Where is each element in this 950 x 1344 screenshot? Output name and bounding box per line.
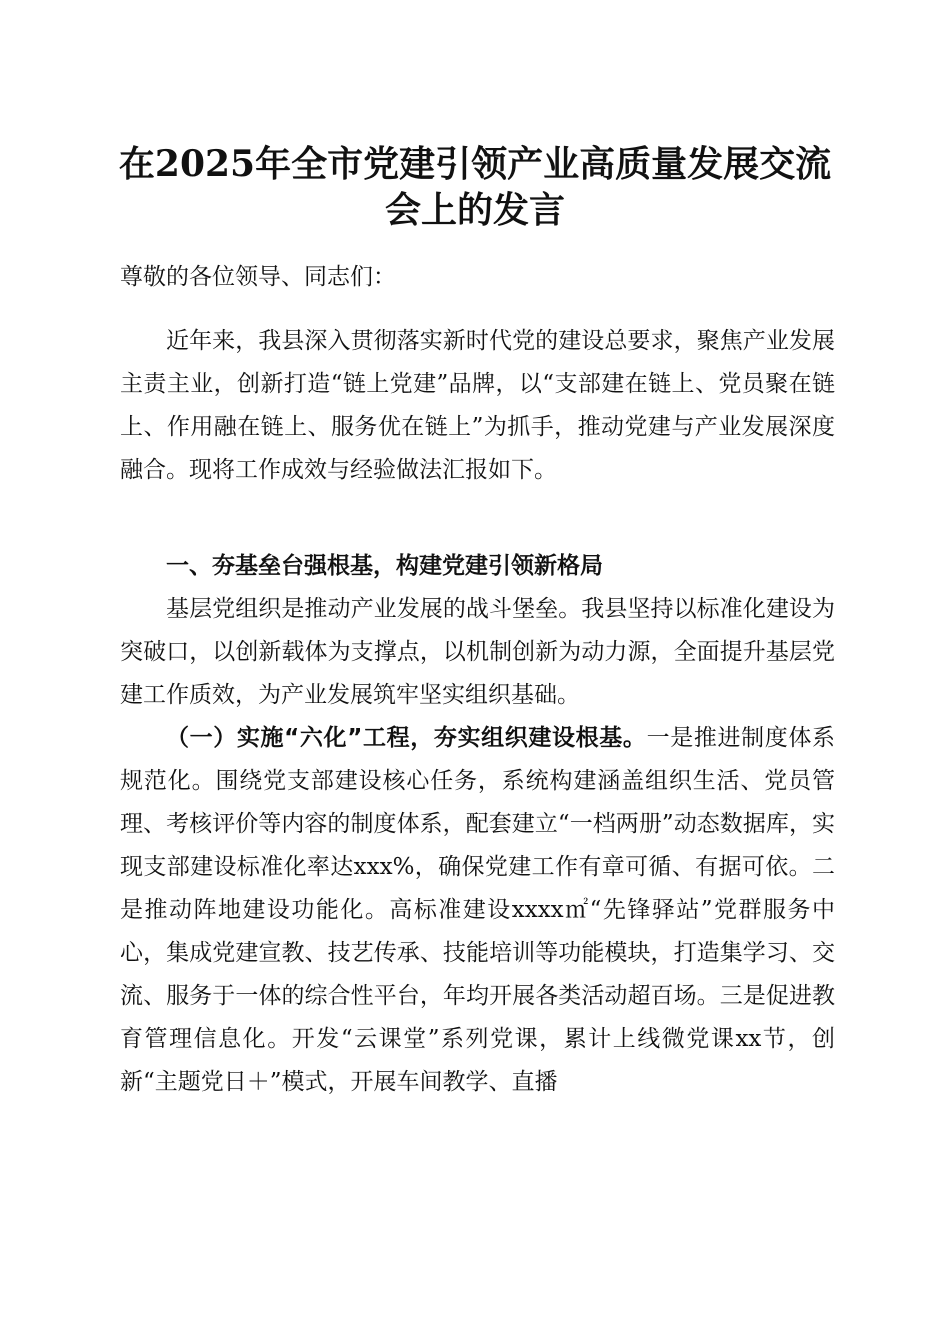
item-1-paragraph (120, 717, 835, 1104)
section-1-paragraph: 基层党组织是推动产业发展的战斗堡垒。我县坚持以标准化建设为突破口，以创新载体为支撑点，以机制创新为动力源，全面提升基层党建工作质效，为产业发展筑牢坚实组织基础。 (120, 596, 835, 708)
document-title-line-2: 会上的发言 (384, 189, 565, 231)
item-1-heading: （一）实施“六化”工程，夯实组织建设根基。 (166, 725, 647, 751)
item-1-text: 一是推进制度体系规范化。围绕党支部建设核心任务，系统构建涵盖组织生活、党员管理、考核评价等内容的制度体系，配套建立“一档两册”动态数据库，实现支部建设标准化率达xxx%，确保党建工作有章可循、有据可依。二是推动阵地建设功能化。高标准建设xxxx㎡“先锋驿站”党群服务中心，集成党建宣教、技艺传承、技能培训等功能模块，打造集学习、交流、服务于一体的综合性平台，年均开展各类活动超百场。三是促进教育管理信息化。开发“云课堂”系列党课，累计上线微党课xx节，创新“主题党日＋”模式，开展车间教学、直播 (120, 725, 836, 1095)
intro-paragraph: 近年来，我县深入贯彻落实新时代党的建设总要求，聚焦产业发展主责主业，创新打造“链上党建”品牌，以“支部建在链上、党员聚在链上、作用融在链上、服务优在链上”为抓手，推动党建与产业发展深度融合。现将工作成效与经验做法汇报如下。 (120, 328, 835, 483)
section-1-heading: 一、夯基垒台强根基，构建党建引领新格局 (166, 553, 603, 579)
salutation: 尊敬的各位领导、同志们： (120, 264, 396, 290)
document-title-line-1: 在2025年全市党建引领产业高质量发展交流 (118, 143, 832, 185)
